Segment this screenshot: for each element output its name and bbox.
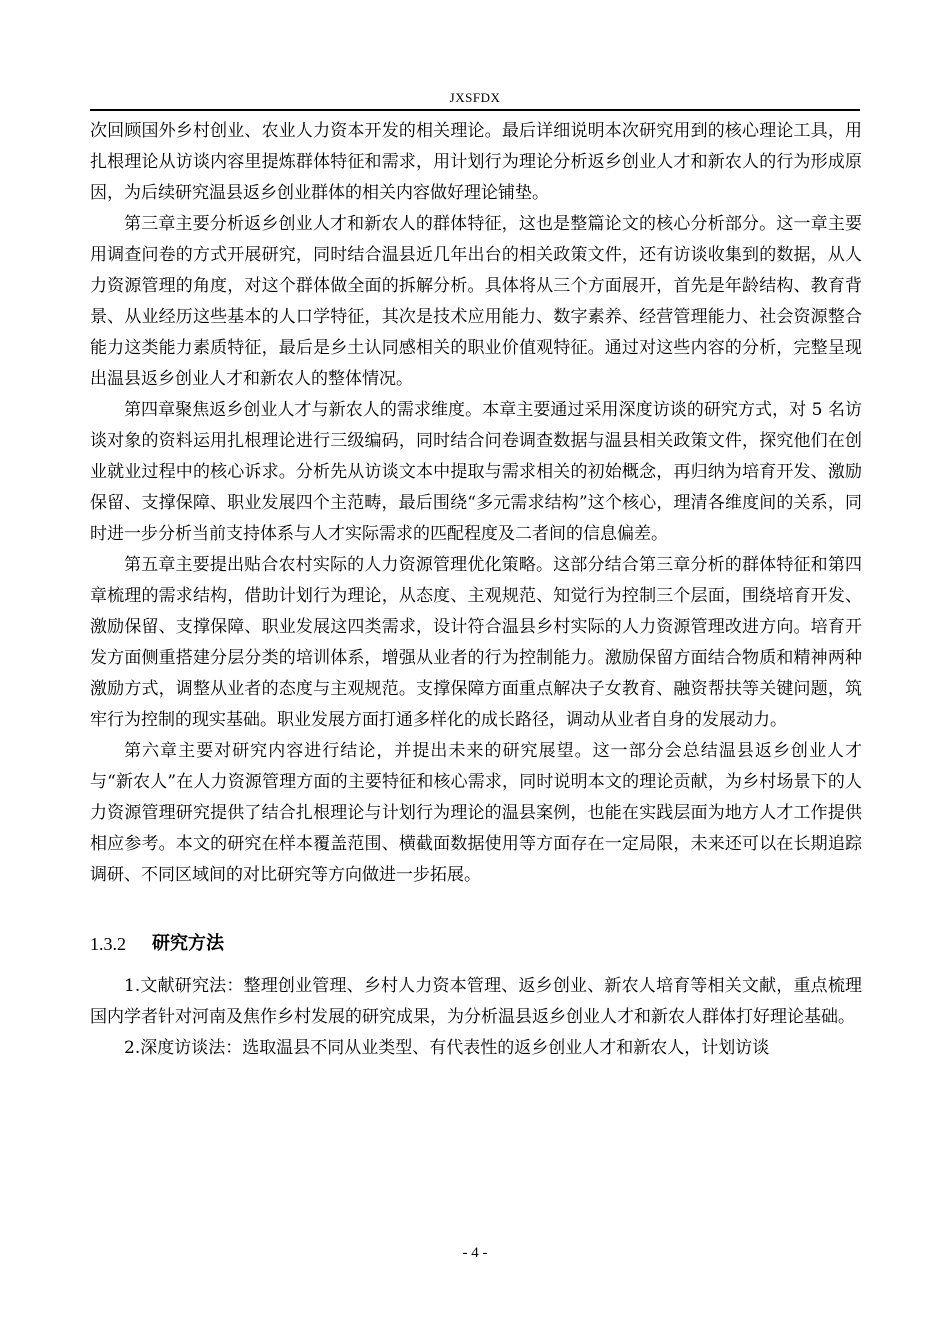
section-heading: [90, 929, 862, 959]
paragraph-chapter-6: 第六章主要对研究内容进行结论，并提出未来的研究展望。这一部分会总结温县返乡创业人才与“新农人”在人力资源管理方面的主要特征和核心需求，同时说明本文的理论贡献，为乡村场景下的人力资源管理研究提供了结合扎根理论与计划行为理论的温县案例，也能在实践层面为地方人才工作提供相应参考。本文的研究在样本覆盖范围、横截面数据使用等方面存在一定局限，未来还可以在长期追踪调研、不同区域间的对比研究等方向做进一步拓展。: [90, 741, 862, 885]
paragraph-continuation: 次回顾国外乡村创业、农业人力资本开发的相关理论。最后详细说明本次研究用到的核心理论工具，用扎根理论从访谈内容里提炼群体特征和需求，用计划行为理论分析返乡创业人才和新农人的行为形成原因，为后续研究温县返乡创业群体的相关内容做好理论铺垫。: [90, 121, 862, 203]
paragraph-chapter-4: 第四章聚焦返乡创业人才与新农人的需求维度。本章主要通过采用深度访谈的研究方式，对 5 名访谈对象的资料运用扎根理论进行三级编码，同时结合问卷调查数据与温县相关政策文件，探究他们在创业就业过程中的核心诉求。分析先从访谈文本中提取与需求相关的初始概念，再归纳为培育开发、激励保留、支撑保障、职业发展四个主范畴，最后围绕“多元需求结构”这个核心，理清各维度间的关系，同时进一步分析当前支持体系与人才实际需求的匹配程度及二者间的信息偏差。: [90, 400, 862, 544]
running-header: JXSFDX: [449, 90, 501, 105]
header-rule: [90, 109, 860, 111]
page-body: [90, 116, 862, 1064]
method-literature: 1.文献研究法：整理创业管理、乡村人力资本管理、返乡创业、新农人培育等相关文献，重点梳理国内学者针对河南及焦作乡村发展的研究成果，为分析温县返乡创业人才和新农人群体打好理论基础。: [90, 976, 862, 1027]
section-number: 1.3.2: [90, 934, 126, 954]
method-interview: 2.深度访谈法：选取温县不同从业类型、有代表性的返乡创业人才和新农人，计划访谈: [124, 1038, 770, 1058]
paragraph-chapter-5: 第五章主要提出贴合农村实际的人力资源管理优化策略。这部分结合第三章分析的群体特征和第四章梳理的需求结构，借助计划行为理论，从态度、主观规范、知觉行为控制三个层面，围绕培育开发、激励保留、支撑保障、职业发展这四类需求，设计符合温县乡村实际的人力资源管理改进方向。培育开发方面侧重搭建分层分类的培训体系，增强从业者的行为控制能力。激励保留方面结合物质和精神两种激励方式，调整从业者的态度与主观规范。支撑保障方面重点解决子女教育、融资帮扶等关键问题，筑牢行为控制的现实基础。职业发展方面打通多样化的成长路径，调动从业者自身的发展动力。: [90, 555, 862, 730]
page-number: - 4 -: [462, 1245, 488, 1261]
section-title: 研究方法: [152, 933, 224, 954]
paragraph-chapter-3: 第三章主要分析返乡创业人才和新农人的群体特征，这也是整篇论文的核心分析部分。这一章主要用调查问卷的方式开展研究，同时结合温县近几年出台的相关政策文件，还有访谈收集到的数据，从人力资源管理的角度，对这个群体做全面的拆解分析。具体将从三个方面展开，首先是年龄结构、教育背景、从业经历这些基本的人口学特征，其次是技术应用能力、数字素养、经营管理能力、社会资源整合能力这类能力素质特征，最后是乡土认同感相关的职业价值观特征。通过对这些内容的分析，完整呈现出温县返乡创业人才和新农人的整体情况。: [90, 214, 862, 389]
